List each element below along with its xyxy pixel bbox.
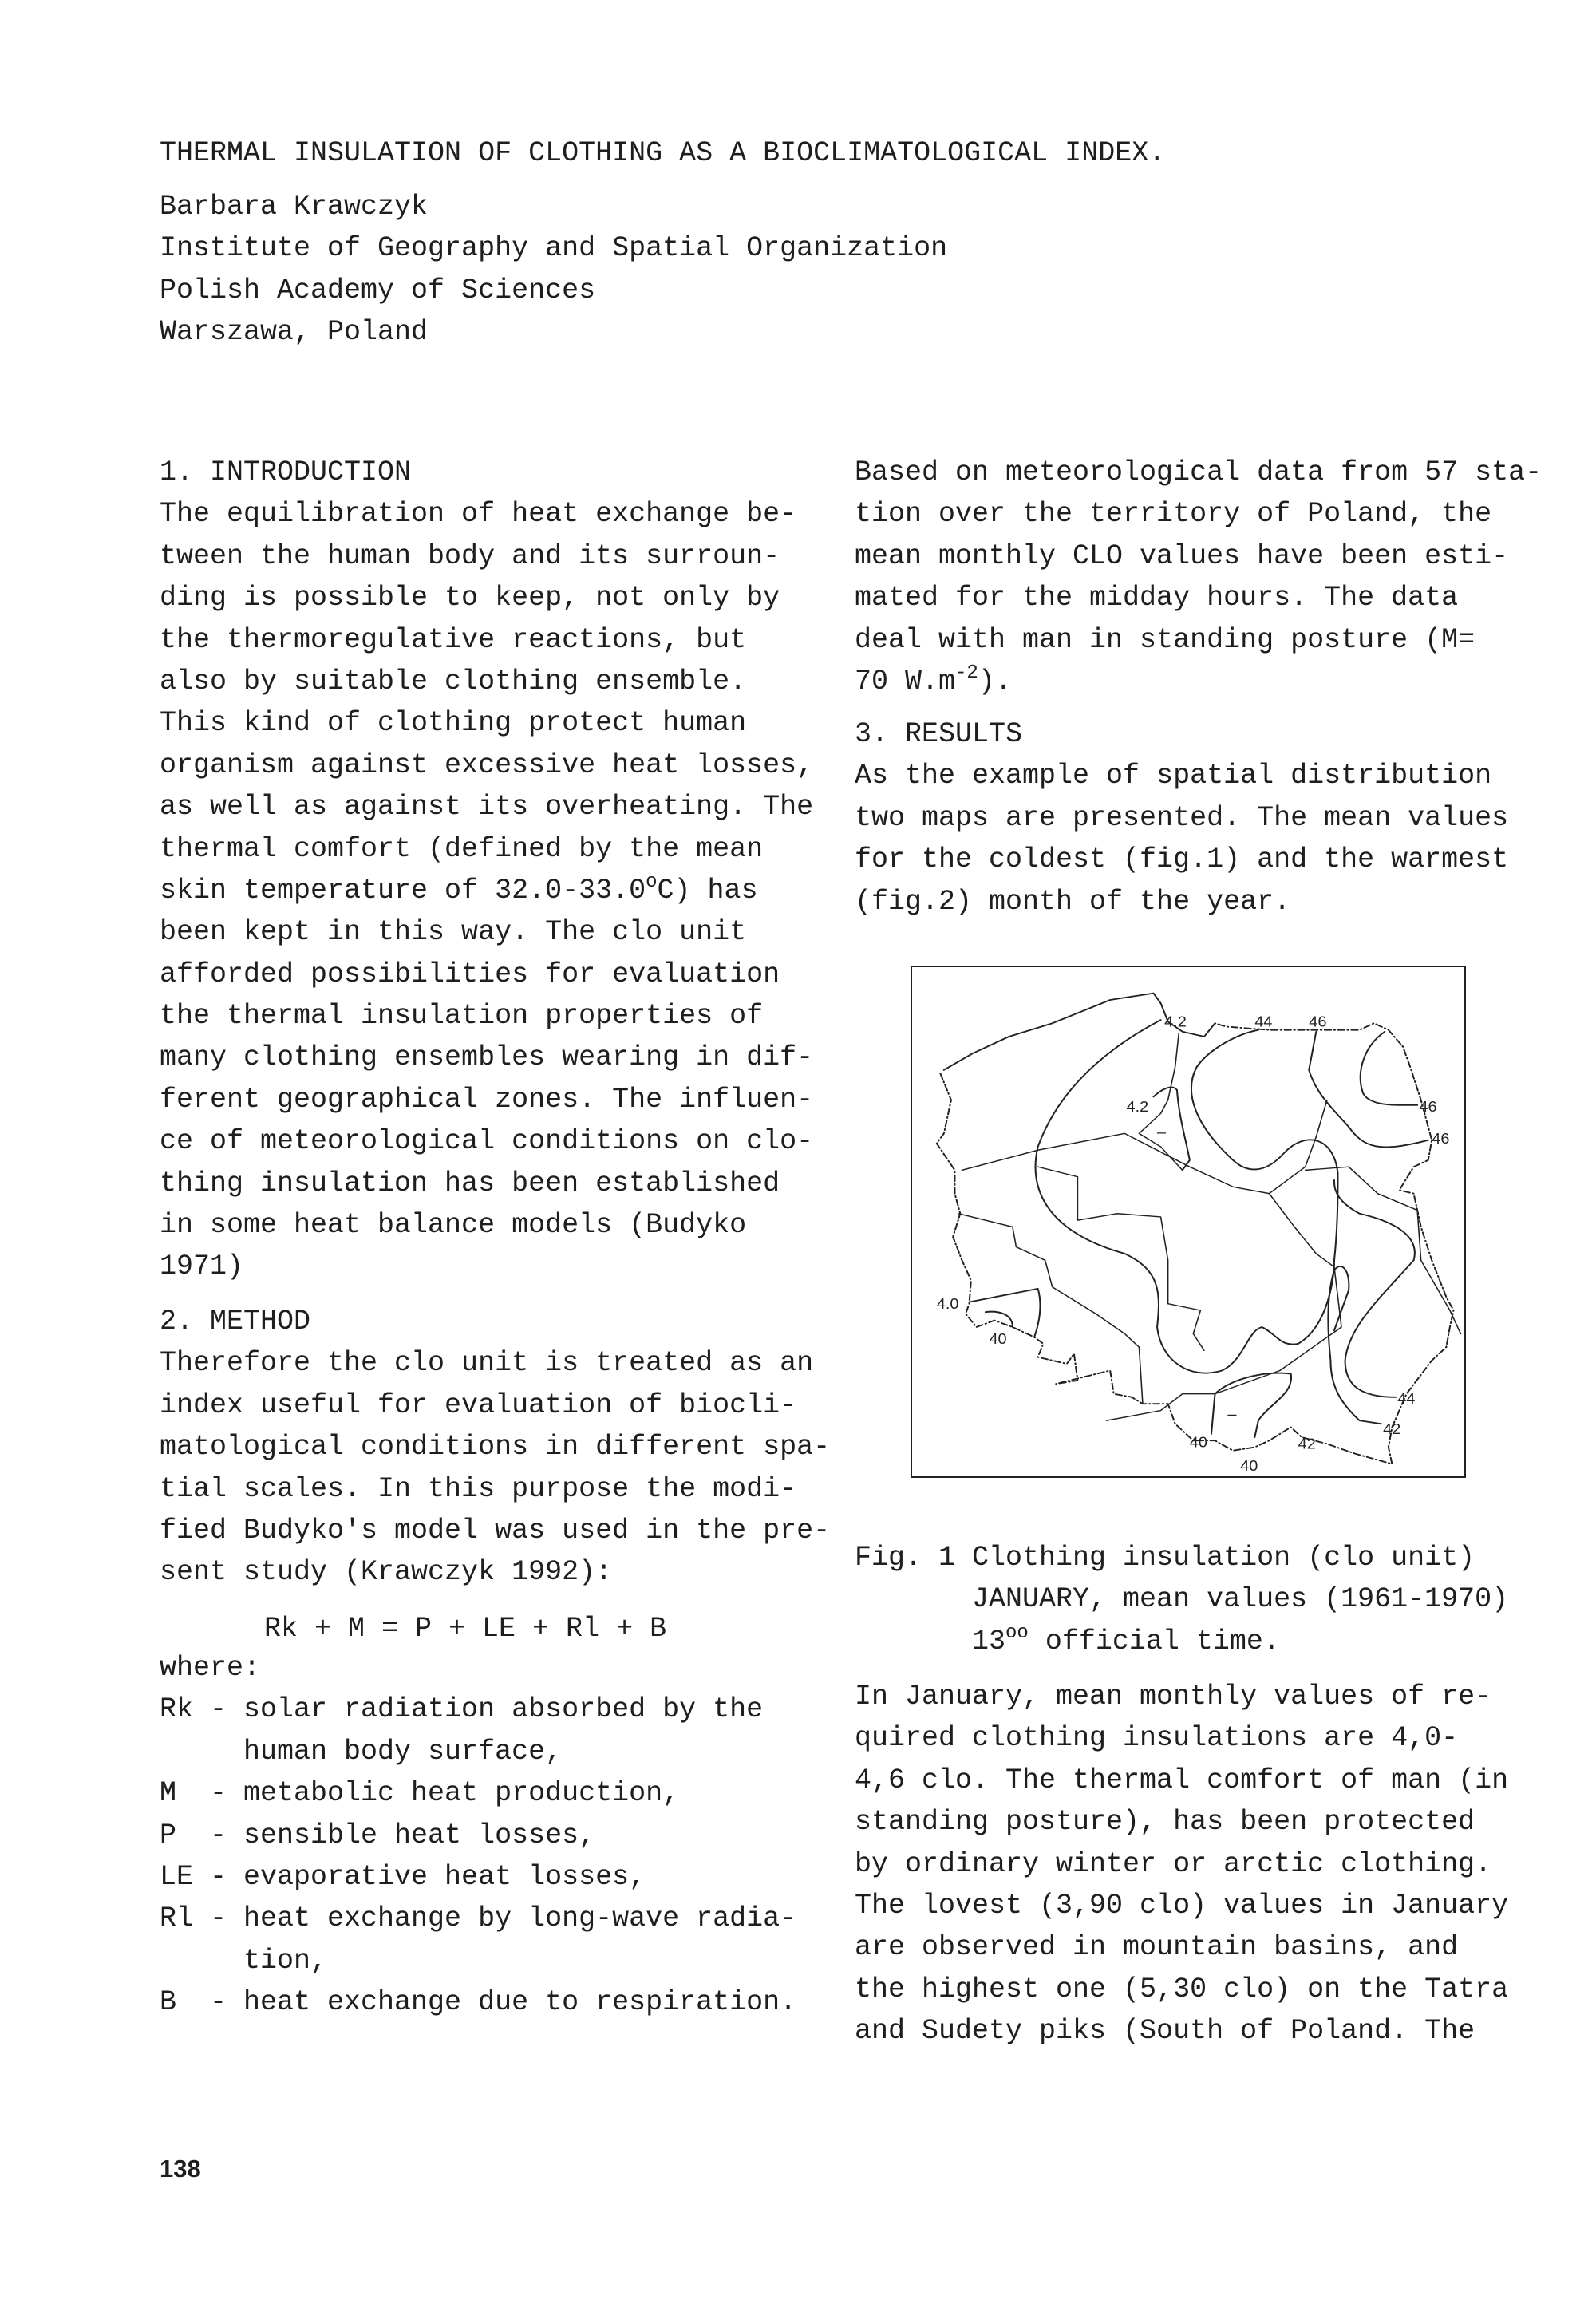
isoline-label: 40 [1189,1435,1207,1452]
january-paragraph [855,1676,1508,2052]
text-line: are observed in mountain basins, and [855,1931,1459,1964]
isoline-label: 42 [1383,1421,1401,1438]
text-line: standing posture), has been protected [855,1806,1476,1839]
definition-line: Rk - solar radiation absorbed by the [160,1693,764,1726]
section-heading: 3. RESULTS [855,718,1023,750]
isoline-label: 4.2 [1126,1099,1149,1116]
exponent: -2 [955,662,978,684]
section-heading: 1. INTRODUCTION [160,456,412,488]
text-line: and Sudety piks (South of Poland. The [855,2015,1476,2048]
text-line: (fig.2) month of the year. [855,885,1291,918]
text-span: skin temperature of 32.0-33.0 [160,874,646,907]
text-line: fied Budyko's model was used in the pre- [160,1514,831,1547]
text-line: ferent geographical zones. The influen- [160,1083,814,1116]
text-line: Therefore the clo unit is treated as an [160,1347,814,1380]
river [1038,1167,1204,1350]
isoline [1334,1180,1415,1397]
isoline-label: 44 [1254,1014,1273,1031]
isoline [1211,1373,1291,1438]
isoline-label: 46 [1419,1099,1437,1116]
where-label: where: [160,1652,261,1684]
definition-line: tion, [160,1944,328,1977]
definition-line: LE - evaporative heat losses, [160,1860,646,1893]
coastline [944,994,1215,1070]
text-span: 13 [855,1625,1006,1657]
text-line: organism against excessive heat losses, [160,749,814,781]
text-line: mated for the midday hours. The data [855,582,1459,614]
superscript: oo [1005,1622,1029,1644]
method-section [160,1301,830,1594]
text-line: In January, mean monthly values of re- [855,1681,1492,1713]
text-line: Based on meteorological data from 57 sta- [855,456,1543,488]
text-line: thing insulation has been established [160,1167,780,1199]
text-line: quired clothing insulations are 4,0- [855,1722,1459,1755]
figure-1-map [911,966,1466,1478]
author-name: Barbara Krawczyk [160,191,429,223]
author-block [160,186,947,354]
text-line: the thermoregulative reactions, but [160,623,747,656]
definition-line: human body surface, [160,1735,563,1768]
isoline [986,1312,1013,1327]
text-span: C) has [657,874,758,907]
text-line: This kind of clothing protect human [160,707,747,740]
caption-line: JANUARY, mean values (1961-1970) [855,1583,1509,1616]
text-line: tween the human body and its surroun- [160,539,780,572]
text-span: 70 W.m [855,665,956,697]
text-line: matological conditions in different spa- [160,1431,831,1464]
text-line: As the example of spatial distribution [855,760,1492,792]
results-section [855,713,1508,922]
text-line: tion over the territory of Poland, the [855,498,1492,531]
isoline-label: 4.2 [1164,1014,1187,1031]
degree-sup: o [646,871,658,893]
poland-isoline-map [912,967,1464,1476]
data-paragraph [855,452,1542,702]
paper-title: THERMAL INSULATION OF CLOTHING AS A BIOCLIMATOLOGICAL INDEX. [160,137,1166,169]
equation: Rk + M = P + LE + Rl + B [264,1613,667,1645]
text-line: The equilibration of heat exchange be- [160,498,797,531]
text-line: deal with man in standing posture (M= [855,623,1476,656]
minimum-marker: – [1157,1124,1167,1141]
text-line: tial scales. In this purpose the modi- [160,1472,797,1505]
definition-line: B - heat exchange due to respiration. [160,1986,797,2019]
text-line: afforded possibilities for evaluation [160,958,780,990]
isoline [1036,1020,1338,1373]
affiliation-line: Institute of Geography and Spatial Organization [160,232,948,265]
text-line: also by suitable clothing ensemble. [160,665,747,697]
isoline-label: 42 [1298,1436,1316,1453]
isoline-label: 46 [1432,1131,1450,1148]
text-line: sent study (Krawczyk 1992): [160,1556,613,1589]
definition-line: Rl - heat exchange by long-wave radia- [160,1902,797,1935]
minimum-marker: – [1227,1406,1237,1423]
isoline [1328,1266,1381,1424]
isoline-label: 40 [989,1331,1007,1348]
river [958,1214,1143,1404]
text-line [855,661,1542,702]
text-line: ding is possible to keep, not only by [160,582,780,614]
figure-caption [855,1537,1508,1662]
text-line: many clothing ensembles wearing in dif- [160,1041,814,1074]
affiliation-line: Polish Academy of Sciences [160,274,596,306]
text-line: 4,6 clo. The thermal comfort of man (in [855,1764,1509,1796]
section-heading: 2. METHOD [160,1306,311,1337]
text-line: ce of meteorological conditions on clo- [160,1125,814,1158]
text-line: the thermal insulation properties of [160,1000,764,1033]
text-line: mean monthly CLO values have been esti- [855,539,1509,572]
text-line: 1971) [160,1250,244,1283]
text-line: in some heat balance models (Budyko [160,1209,747,1242]
text-span: ). [978,665,1012,697]
affiliation-line: Warszawa, Poland [160,316,429,349]
isoline-label: 40 [1240,1458,1258,1475]
country-border [937,1023,1454,1464]
definitions-list [160,1647,796,2024]
definition-line: P - sensible heat losses, [160,1819,596,1851]
text-line: thermal comfort (defined by the mean [160,832,764,865]
page-number: 138 [160,2155,201,2183]
caption-line [855,1621,1508,1662]
text-line: index useful for evaluation of biocli- [160,1389,797,1421]
isoline [1361,1032,1417,1105]
introduction-section [160,452,813,1288]
isoline-label: 44 [1397,1391,1416,1408]
text-span: official time. [1028,1625,1280,1657]
text-line [160,870,813,911]
text-line: The lovest (3,90 clo) values in January [855,1889,1509,1922]
text-line: as well as against its overheating. The [160,791,814,824]
definition-line: M - metabolic heat production, [160,1777,680,1810]
text-line: two maps are presented. The mean values [855,801,1509,834]
text-line: by ordinary winter or arctic clothing. [855,1847,1492,1880]
text-line: been kept in this way. The clo unit [160,916,747,949]
text-line: for the coldest (fig.1) and the warmest [855,843,1509,876]
text-line: the highest one (5,30 clo) on the Tatra [855,1973,1509,2005]
isoline-label: 46 [1309,1014,1327,1031]
caption-line: Fig. 1 Clothing insulation (clo unit) [855,1542,1476,1574]
isoline [970,1289,1041,1337]
isoline-label: 4.0 [936,1296,959,1313]
